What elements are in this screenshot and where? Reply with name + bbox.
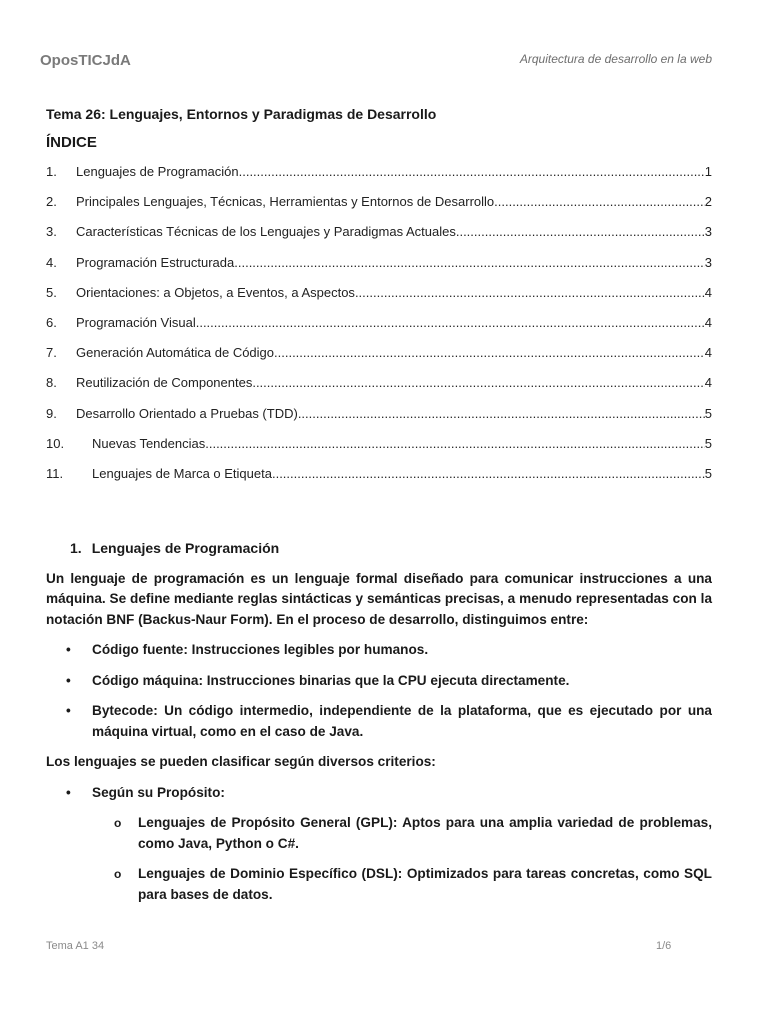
toc-entry-4[interactable] — [46, 255, 712, 285]
bullet-icon: • — [66, 703, 71, 718]
toc-entry-7[interactable] — [46, 345, 712, 375]
toc-leader — [274, 345, 705, 360]
bullet-icon: • — [66, 784, 71, 800]
bullet-item — [46, 783, 712, 804]
bullet-item — [46, 671, 712, 692]
sub-bullet-text: Lenguajes de Propósito General (GPL): Aptos para una amplia variedad de problemas, como Java, Python o C#. — [138, 815, 712, 851]
sub-bullet-item — [46, 813, 712, 854]
toc-leader — [355, 285, 705, 300]
toc-leader — [456, 224, 705, 239]
toc-leader — [234, 255, 705, 270]
section-body — [46, 538, 712, 915]
bullet-text: Código máquina: Instrucciones binarias que la CPU ejecuta directamente. — [92, 672, 570, 688]
bullet-icon: • — [66, 672, 71, 688]
intro-paragraph: Un lenguaje de programación es un lenguaje formal diseñado para comunicar instrucciones a una máquina. Se define mediante reglas sintácticas y semánticas precisas, a menudo representadas con la notación BNF (Backus-Naur Form). En el proceso de desarrollo, distinguimos entre: — [46, 570, 712, 627]
sub-bullet-text: Lenguajes de Dominio Específico (DSL): Optimizados para tareas concretas, como SQL para bases de datos. — [138, 866, 712, 902]
toc-page: 4 — [704, 314, 712, 330]
footer-topic: Tema A1 34 — [46, 940, 105, 952]
toc-title: Principales Lenguajes, Técnicas, Herramientas y Entornos de Desarrollo — [76, 194, 495, 210]
toc-leader — [205, 436, 705, 451]
bullet-text: Bytecode: Un código intermedio, independiente de la plataforma, que es ejecutado por una máquina virtual, como en el caso de Java. — [92, 703, 712, 739]
toc-page: 5 — [704, 405, 712, 421]
section-title: Lenguajes de Programación — [91, 540, 280, 556]
toc-title: Desarrollo Orientado a Pruebas (TDD) — [76, 405, 298, 421]
toc-title: Lenguajes de Programación — [76, 164, 239, 179]
bullet-text: Código fuente: Instrucciones legibles por humanos. — [92, 642, 429, 657]
toc-number: 4. — [46, 254, 57, 270]
toc-number: 7. — [46, 345, 57, 361]
toc-page: 5 — [704, 465, 712, 481]
header-subtitle: Arquitectura de desarrollo en la web — [519, 52, 712, 66]
toc-entry-8[interactable] — [46, 375, 712, 405]
toc-page: 5 — [704, 435, 712, 451]
sub-bullet-item — [46, 864, 712, 905]
toc-entry-6[interactable] — [46, 315, 712, 345]
toc-number: 1. — [46, 164, 57, 179]
toc-number: 9. — [46, 405, 57, 421]
circle-bullet-icon: o — [114, 867, 122, 881]
bullet-icon: • — [66, 642, 71, 657]
toc-entry-11[interactable] — [46, 466, 712, 496]
toc-page: 1 — [704, 164, 712, 179]
toc-leader — [494, 194, 705, 209]
toc-title: Lenguajes de Marca o Etiqueta — [92, 465, 272, 481]
toc-number: 8. — [46, 375, 57, 391]
classification-paragraph: Los lenguajes se pueden clasificar según diversos criterios: — [46, 754, 436, 769]
toc-page: 4 — [704, 284, 712, 300]
table-of-contents — [46, 164, 712, 496]
toc-title: Nuevas Tendencias — [92, 435, 206, 451]
toc-title: Generación Automática de Código — [76, 345, 275, 361]
toc-page: 3 — [704, 224, 712, 240]
toc-title: Programación Estructurada — [76, 254, 235, 270]
toc-number: 3. — [46, 224, 57, 240]
section-number: 1. — [70, 540, 82, 556]
toc-entry-10[interactable] — [46, 436, 712, 466]
page-number: 1/6 — [656, 940, 672, 952]
bullet-item — [46, 701, 712, 742]
toc-number: 6. — [46, 314, 57, 330]
bullet-text: Según su Propósito: — [92, 784, 225, 800]
toc-page: 2 — [704, 194, 712, 210]
toc-leader — [298, 406, 705, 421]
toc-title: Programación Visual — [76, 314, 196, 330]
toc-entry-3[interactable] — [46, 224, 712, 254]
toc-number: 11. — [46, 465, 64, 481]
toc-entry-2[interactable] — [46, 194, 712, 224]
toc-entry-9[interactable] — [46, 406, 712, 436]
toc-leader — [272, 466, 705, 481]
toc-title: Orientaciones: a Objetos, a Eventos, a Aspectos — [76, 284, 355, 300]
document-title: Tema 26: Lenguajes, Entornos y Paradigmas de Desarrollo — [46, 106, 437, 122]
section-heading — [70, 538, 712, 559]
toc-page: 4 — [704, 375, 712, 391]
index-heading: ÍNDICE — [46, 134, 97, 151]
toc-leader — [196, 315, 705, 330]
toc-title: Características Técnicas de los Lenguajes y Paradigmas Actuales — [76, 224, 456, 240]
toc-title: Reutilización de Componentes — [76, 375, 253, 391]
toc-leader — [239, 164, 705, 179]
toc-page: 3 — [704, 254, 712, 270]
toc-leader — [252, 375, 704, 390]
toc-page: 4 — [704, 345, 712, 361]
toc-number: 2. — [46, 194, 57, 210]
header-brand: OposTICJdA — [40, 52, 131, 69]
toc-entry-1[interactable] — [46, 164, 712, 194]
toc-number: 5. — [46, 284, 57, 300]
bullet-item — [46, 640, 712, 661]
toc-number: 10. — [46, 435, 65, 451]
circle-bullet-icon: o — [114, 816, 122, 830]
toc-entry-5[interactable] — [46, 285, 712, 315]
